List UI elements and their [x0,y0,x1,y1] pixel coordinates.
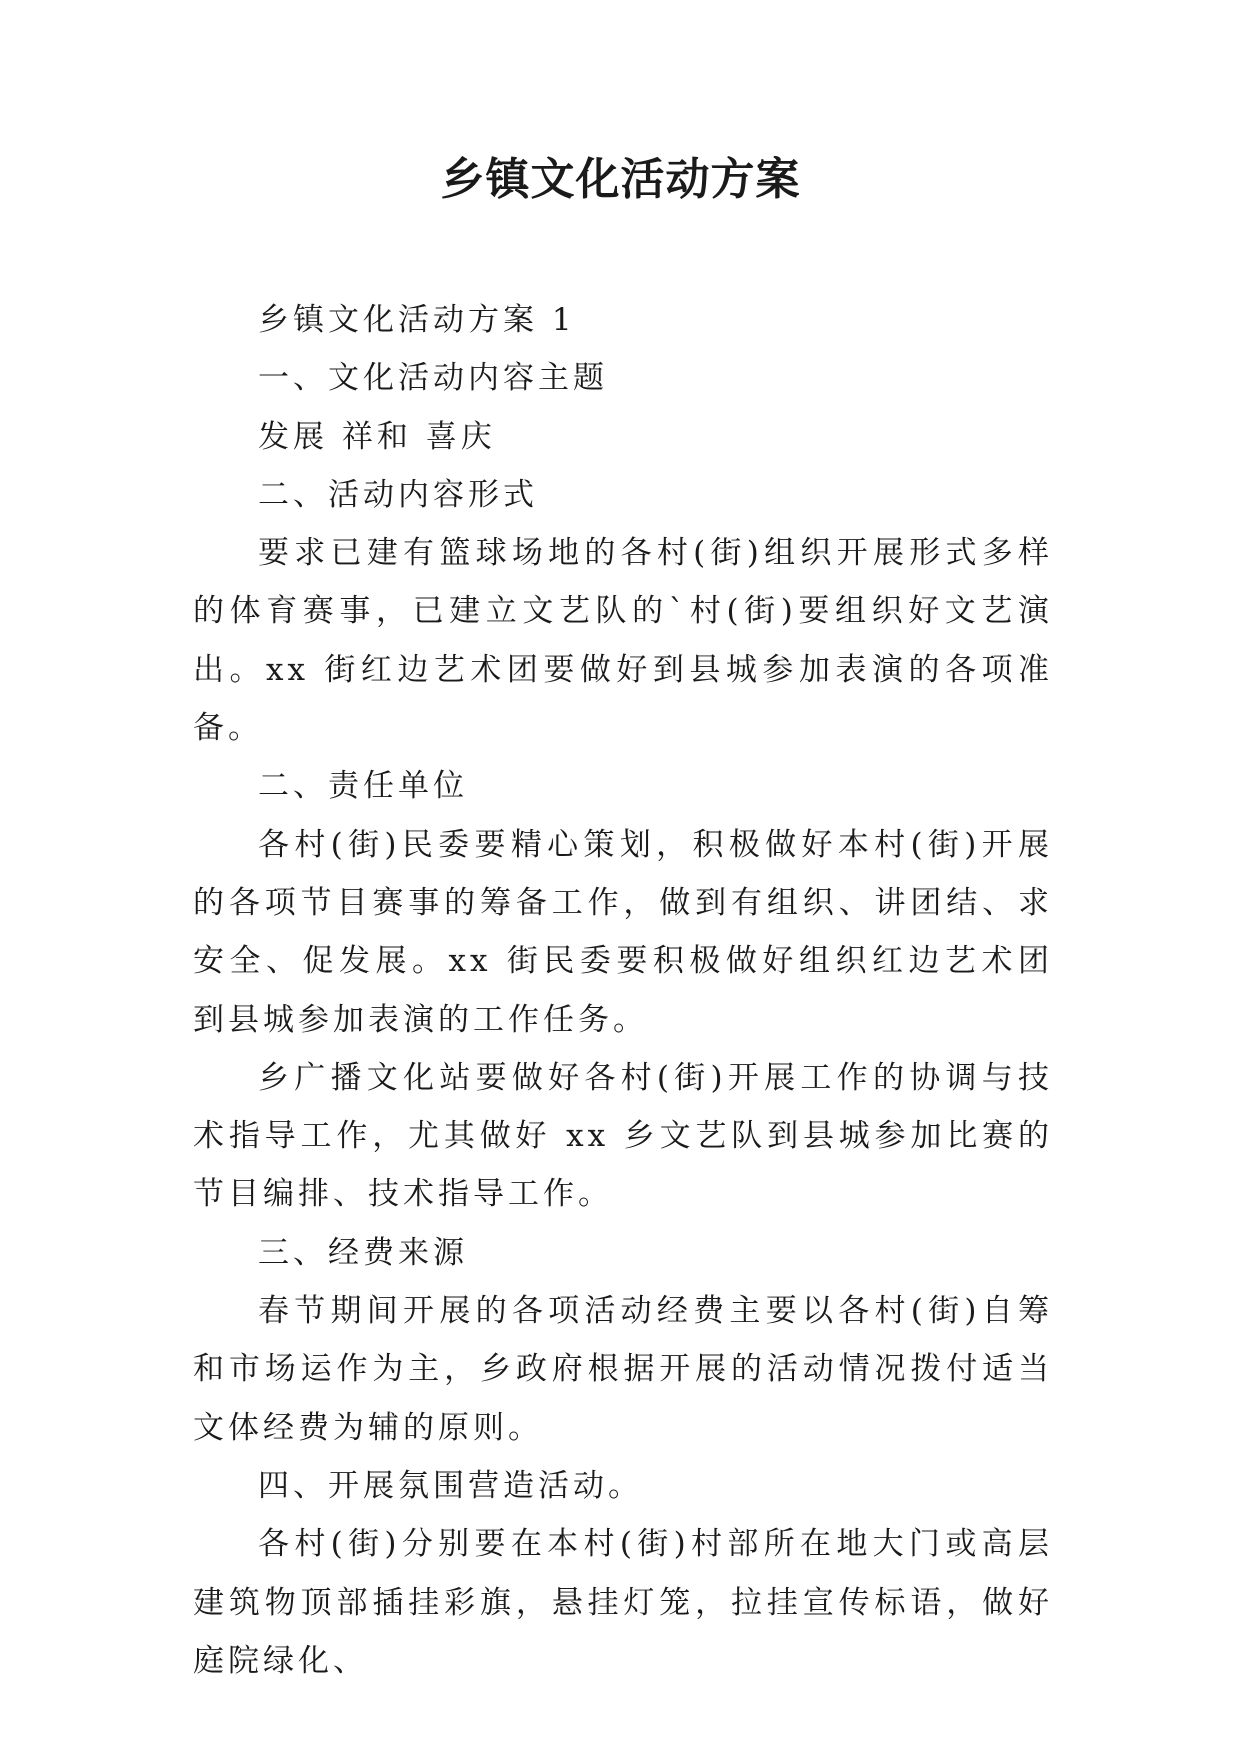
section-heading: 三、经费来源 [258,1234,468,1271]
body-paragraph: 要求已建有篮球场地的各村(街)组织开展形式多样的体育赛事，已建立文艺队的`村(街)要组织好文艺演出。xx 街红边艺术团要做好到县城参加表演的各项准备。 [193,535,1053,747]
document-body [193,291,1053,1690]
body-paragraph: 春节期间开展的各项活动经费主要以各村(街)自筹和市场运作为主，乡政府根据开展的活动情况拨付适当文体经费为辅的原则。 [193,1293,1053,1446]
section-heading: 二、活动内容形式 [258,476,538,513]
document-title: 乡镇文化活动方案 [440,154,801,205]
body-paragraph: 乡广播文化站要做好各村(街)开展工作的协调与技术指导工作，尤其做好 xx 乡文艺队到县城参加比赛的节目编排、技术指导工作。 [193,1059,1053,1213]
section-heading: 四、开展氛围营造活动。 [258,1467,643,1504]
section-heading: 二、责任单位 [258,768,468,805]
section-heading: 一、文化活动内容主题 [258,360,608,397]
body-paragraph: 各村(街)民委要精心策划，积极做好本村(街)开展的各项节目赛事的筹备工作，做到有组织、讲团结、求安全、促发展。xx 街民委要积极做好组织红边艺术团到县城参加表演的工作任务。 [193,826,1053,1038]
body-paragraph: 各村(街)分别要在本村(街)村部所在地大门或高层建筑物顶部插挂彩旗，悬挂灯笼，拉挂宣传标语，做好庭院绿化、 [193,1526,1053,1679]
section-heading: 乡镇文化活动方案 1 [258,302,576,338]
theme-line: 发展 祥和 喜庆 [258,418,496,455]
